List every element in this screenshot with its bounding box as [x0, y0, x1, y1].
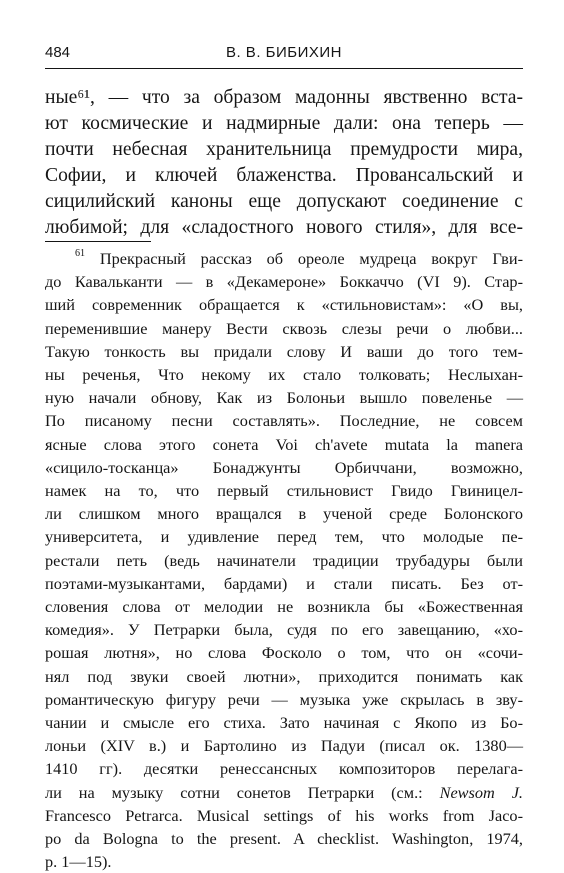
footnote-line: 1410 гг). десятки ренессансных композиторов перелага- [45, 759, 523, 779]
citation-author: Newsom J. [439, 782, 523, 802]
footnote-line [45, 247, 523, 270]
footnote-line: po da Bologna to the present. A checklist. Washington, 1974, [45, 829, 523, 849]
footnote-line: ший современник обращается к «стильновистам»: «О вы, [45, 295, 523, 315]
main-text-line: почти небесная хранительница премудрости мира, [45, 139, 523, 160]
page-number: 484 [45, 44, 71, 61]
footnote-line: университета, и удивление перед тем, что молодые пе- [45, 527, 523, 547]
footnote-line: до Кавальканти — в «Декамероне» Боккаччо (VI 9). Стар- [45, 272, 523, 292]
footnote-line: ли слишком много вращался в ученой среде Болонского [45, 504, 523, 524]
footnote-line: намек на то, что первый стильновист Гвидо Гвиницел- [45, 481, 523, 501]
footnote-line: переменившие манеру Вести сквозь слезы речи о любви... [45, 318, 523, 338]
footnote-line: По писаному песни составлять». Последние, не совсем [45, 411, 523, 431]
footnote-line: p. 1—15). [45, 852, 112, 872]
footnote-line: словения слова от мелодии не возникла бы «Божественная [45, 597, 523, 617]
footnote-line: романтическую фигуру речи — музыка уже скрылась в зву- [45, 689, 523, 709]
footnote-line: чании и смысле его стиха. Зато начиная с Якопо из Бо- [45, 713, 523, 733]
footnote-line [45, 781, 523, 804]
footnote-line: рошая лютня», но слова Фосколо о том, что он «сочи- [45, 643, 523, 663]
header-rule [45, 68, 523, 69]
main-text-line: ют космические и надмирные дали: она теперь — [45, 113, 523, 134]
main-text-line: Софии, и ключей блаженства. Провансальский и [45, 165, 523, 186]
footnote-line: Такую тонкость вы придали слову И ваши до того тем- [45, 341, 523, 361]
footnote-line: «сицило-тосканца» Бонаджунты Орбиччани, возможно, [45, 457, 523, 477]
running-head [45, 44, 523, 64]
main-text [45, 85, 523, 241]
main-text-line: сицилийский каноны еще допускают соединение с [45, 191, 523, 212]
footnote-line-text: ли на музыку сотни сонетов Петрарки (см.: [45, 782, 440, 802]
footnote-line: комедия». У Петрарки была, судя по его завещанию, «хо- [45, 620, 523, 640]
footnote-block [45, 247, 523, 873]
footnote-line: Francesco Petrarca. Musical settings of his works from Jaco- [45, 805, 523, 825]
footnote-line: нял под звуки своей лютни», приходится понимать как [45, 666, 523, 686]
footnote-line: ны реченья, Что некому их стало толковать; Неслыхан- [45, 365, 523, 385]
footnote-line: поэтами-музыкантами, бардами) и стали писать. Без от- [45, 573, 523, 593]
footnote-number: 61 [75, 248, 86, 260]
footnote-line-text: Прекрасный рассказ об ореоле мудреца вокруг Гви- [99, 249, 523, 268]
footnote-line: рестали петь (ведь начинатели традиции трубадуры были [45, 550, 523, 570]
main-text-line: любимой; для «сладостного нового стиля», для все- [45, 217, 523, 238]
footnote-line: ную начали обнову, Как из Болоньи вышло повеленье — [45, 388, 523, 408]
main-text-line: ные⁶¹, — что за образом мадонны явственно вста- [45, 87, 523, 108]
footnote-line: ясные слова этого сонета Voi ch'avete mutata la manera [45, 434, 523, 454]
footnote-separator [45, 241, 151, 242]
running-title: В. В. БИБИХИН [225, 44, 343, 61]
footnote-line: лоньи (XIV в.) и Бартолино из Падуи (писал ок. 1380— [45, 736, 523, 756]
